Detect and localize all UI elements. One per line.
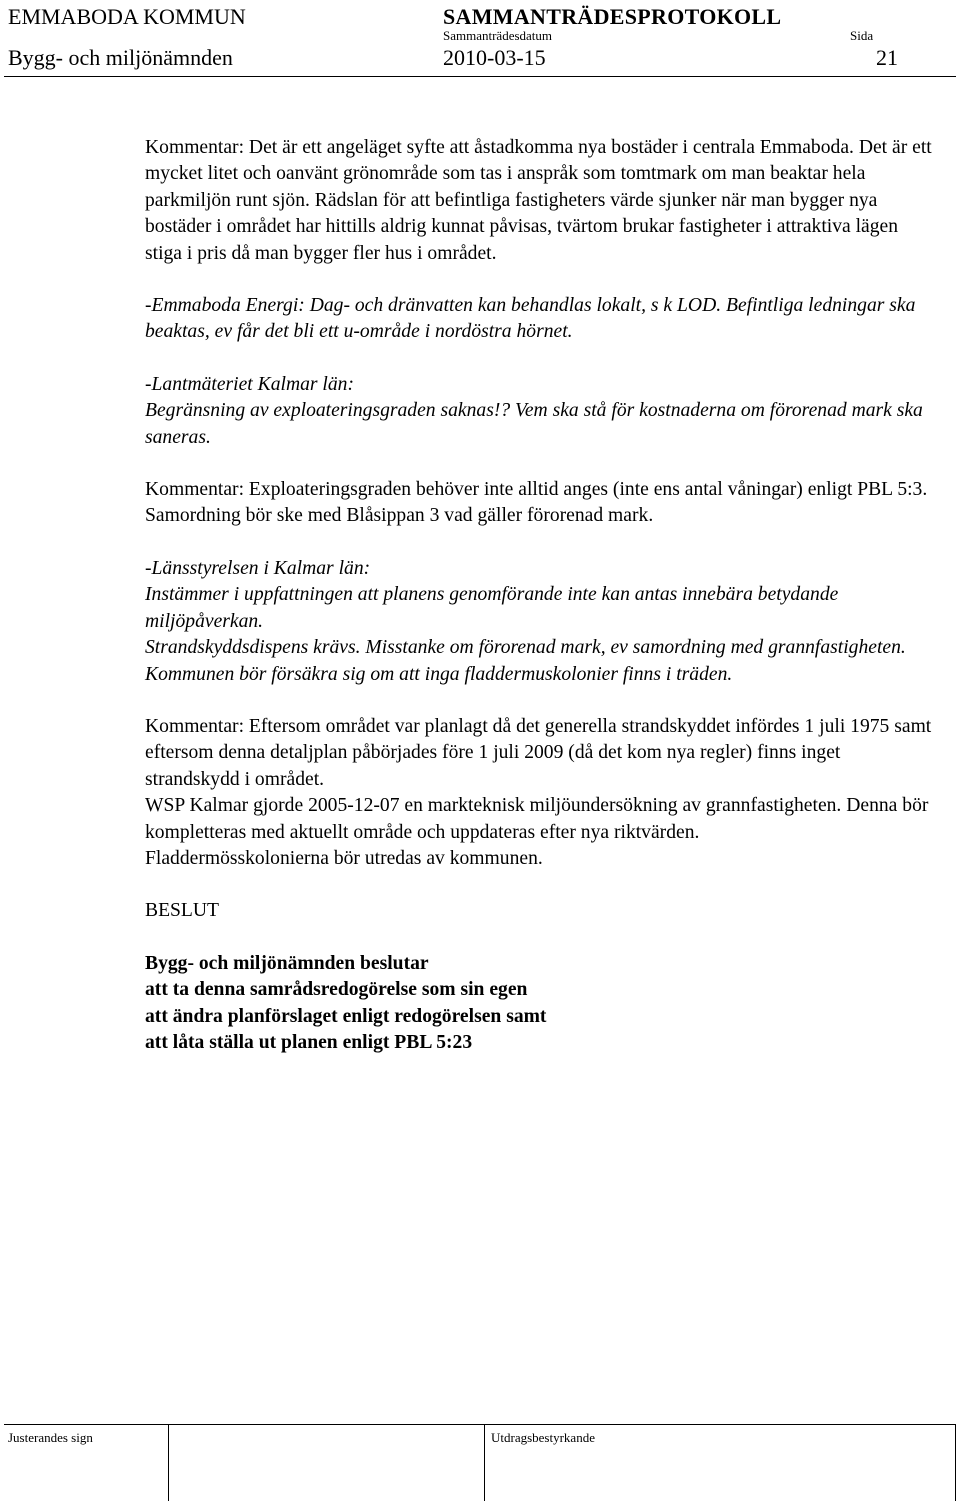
signature-footer <box>0 1424 960 1501</box>
document-body <box>145 135 935 1056</box>
footer-column-divider <box>484 1424 485 1501</box>
lansstyrelsen-remark-3: Kommunen bör försäkra sig om att inga fladdermuskolonier finns i träden. <box>145 663 733 685</box>
page-header <box>0 0 960 80</box>
page-number: 21 <box>876 45 898 70</box>
certification-label: Utdragsbestyrkande <box>491 1430 595 1445</box>
energy-remark: -Emmaboda Energi: Dag- och dränvatten kan behandlas lokalt, s k LOD. Befintliga ledningar ska beaktas, ev får det bli ett u-område i nordöstra hörnet. <box>145 295 916 343</box>
decision-line: Bygg- och miljönämnden beslutar <box>145 952 429 974</box>
header-divider <box>4 76 956 77</box>
footer-divider <box>4 1424 956 1425</box>
footer-column-divider <box>168 1424 169 1501</box>
signature-label: Justerandes sign <box>8 1430 93 1445</box>
comment-paragraph-3: Kommentar: Eftersom området var planlagt då det generella strandskyddet infördes 1 juli 1975 samt eftersom denna detaljplan påbörjades före 1 juli 2009 (då det kom nya regler) finns inget strandskydd i området. <box>145 715 932 790</box>
lansstyrelsen-remark-1: Instämmer i uppfattningen att planens genomförande inte kan antas innebära betydande miljöpåverkan. <box>145 584 839 632</box>
document-type: SAMMANTRÄDESPROTOKOLL <box>443 4 782 29</box>
lansstyrelsen-heading: -Länsstyrelsen i Kalmar län: <box>145 557 371 579</box>
date-label: Sammanträdesdatum <box>443 28 553 43</box>
comment-paragraph-1: Kommentar: Det är ett angeläget syfte att åstadkomma nya bostäder i centrala Emmaboda. Det är ett mycket litet och oanvänt grönområde som tas i anspråk som tomtmark om man beaktar hela parkmiljön runt sjön. Rädslan för att befintliga fastigheters värde sjunker när man bygger nya bostäder i området har hittills aldrig kunnat påvisas, tvärtom brukar fastigheter i attraktiva lägen stiga i pris då man bygger fler hus i området. <box>145 137 932 264</box>
committee-name: Bygg- och miljönämnden <box>8 45 233 70</box>
bat-colony-note: Fladdermösskolonierna bör utredas av kommunen. <box>145 847 543 869</box>
lansstyrelsen-remark-2: Strandskyddsdispens krävs. Misstanke om förorenad mark, ev samordning med grannfastigheten. <box>145 637 906 659</box>
page-label: Sida <box>850 28 874 43</box>
meeting-date: 2010-03-15 <box>443 45 546 70</box>
decision-heading: BESLUT <box>145 900 220 922</box>
comment-paragraph-2: Kommentar: Exploateringsgraden behöver inte alltid anges (inte ens antal våningar) enligt PBL 5:3. Samordning bör ske med Blåsippan 3 vad gäller förorenad mark. <box>145 479 928 527</box>
decision-line: att ändra planförslaget enligt redogörelsen samt <box>145 1005 547 1027</box>
lantmateriet-heading: -Lantmäteriet Kalmar län: <box>145 373 354 395</box>
lantmateriet-remark: Begränsning av exploateringsgraden saknas!? Vem ska stå för kostnaderna om förorenad mark ska saneras. <box>145 400 923 448</box>
decision-line: att låta ställa ut planen enligt PBL 5:23 <box>145 1031 473 1053</box>
organization-name: EMMABODA KOMMUN <box>8 4 246 29</box>
footer-column-divider <box>955 1424 956 1501</box>
decision-line: att ta denna samrådsredogörelse som sin egen <box>145 979 528 1001</box>
wsp-survey-note: WSP Kalmar gjorde 2005-12-07 en markteknisk miljöundersökning av grannfastigheten. Denna bör kompletteras med aktuellt område och uppdateras efter nya riktvärden. <box>145 795 929 843</box>
